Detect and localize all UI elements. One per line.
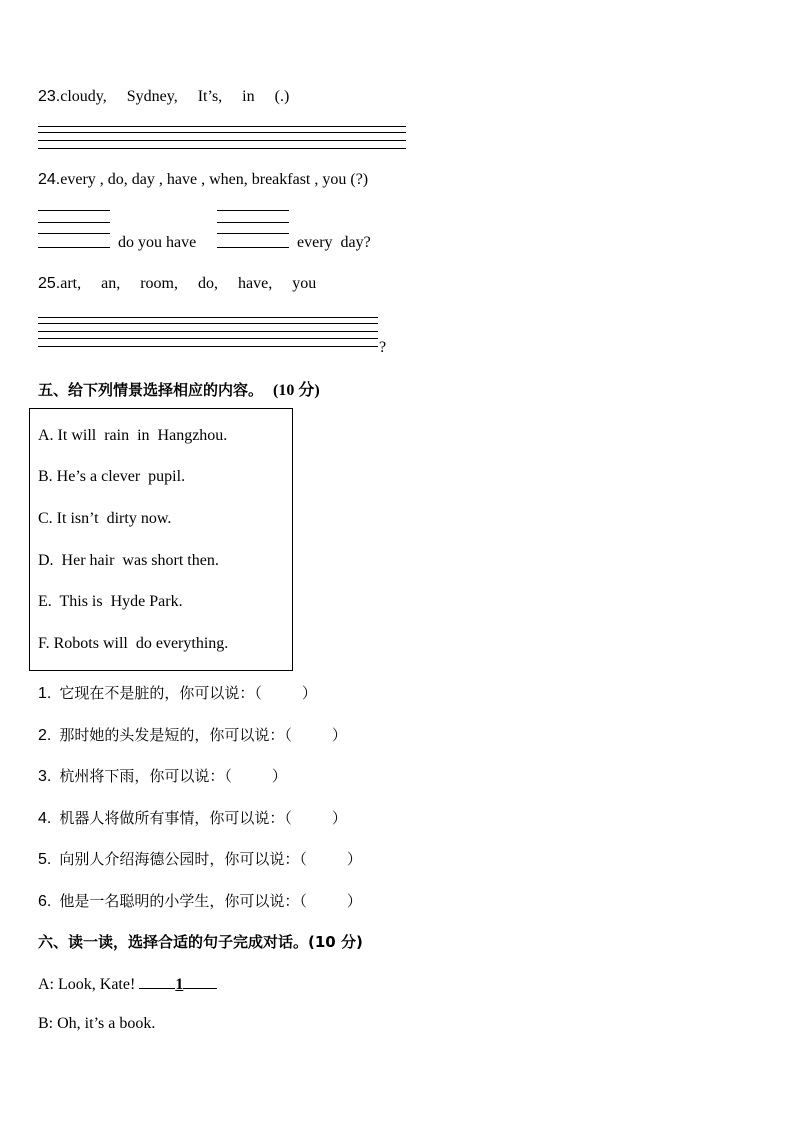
q25-end-mark: ? (379, 339, 387, 356)
option-f: F. Robots will do everything. (38, 635, 229, 652)
section5-score: (10 分) (273, 382, 320, 399)
s5-q2-number: 2. (38, 727, 52, 744)
q24-blank-b-2 (217, 222, 289, 223)
s5-q3-close: ） (271, 767, 287, 785)
q24-blank-b-1 (217, 210, 289, 211)
q23-line (38, 88, 289, 106)
dialog-a-blank-right (183, 974, 217, 989)
dialog-a-text: Look, Kate! (58, 976, 136, 993)
option-d: D. Her hair was short then. (38, 552, 219, 569)
option-c: C. It isn’t dirty now. (38, 510, 172, 527)
q23-answer-line-2 (38, 132, 406, 133)
s5-q4-text: 机器人将做所有事情，你可以说：（ (59, 809, 292, 827)
q24-blank-a-1 (38, 210, 110, 211)
q25-answer-line-5 (38, 346, 378, 347)
q25-words: art, an, room, do, have, you (60, 275, 317, 292)
q25-answer-line-2 (38, 323, 378, 324)
s5-question-6 (38, 890, 362, 911)
s5-q1-close: ） (301, 684, 317, 702)
s5-q5-number: 5. (38, 851, 52, 868)
q25-answer-line-3 (38, 331, 378, 332)
option-a: A. It will rain in Hangzhou. (38, 427, 228, 444)
q25-number: 25. (38, 275, 61, 292)
options-box (29, 408, 293, 671)
option-b: B. He’s a clever pupil. (38, 468, 186, 485)
s5-q3-number: 3. (38, 768, 52, 785)
s5-q2-close: ） (331, 726, 347, 744)
q24-line (38, 171, 368, 189)
q24-middle-text: do you have (118, 234, 197, 251)
s5-question-4 (38, 807, 347, 828)
q25-answer-line-4 (38, 338, 378, 339)
section6-title: 六、读一读，选择合适的句子完成对话。(10 分) (38, 933, 363, 951)
dialog-b-speaker: B: (38, 1015, 54, 1032)
s5-q2-text: 那时她的头发是短的，你可以说：（ (59, 726, 292, 744)
s5-q4-close: ） (331, 809, 347, 827)
section5-heading (38, 377, 320, 400)
q23-number: 23. (38, 88, 61, 105)
q24-blank-b-4 (217, 247, 289, 248)
dialog-a-speaker: A: (38, 976, 54, 993)
q23-words: cloudy, Sydney, It’s, in (.) (60, 88, 290, 105)
section5-title: 五、给下列情景选择相应的内容。 (38, 381, 264, 399)
q24-blank-b-3 (217, 233, 289, 234)
q24-blank-a-3 (38, 233, 110, 234)
q24-words: every , do, day , have , when, breakfast , you (?) (60, 171, 369, 188)
s5-q6-number: 6. (38, 893, 52, 910)
q24-blank-a-4 (38, 247, 110, 248)
s5-q6-text: 他是一名聪明的小学生，你可以说：（ (59, 892, 307, 910)
q24-blank-a-2 (38, 222, 110, 223)
q24-end-text: every day? (297, 234, 371, 251)
s5-q5-close: ） (346, 850, 362, 868)
s5-question-5 (38, 848, 362, 869)
q23-answer-line-3 (38, 140, 406, 141)
dialog-a-blank-left (139, 974, 175, 989)
q24-number: 24. (38, 171, 61, 188)
dialog-b-text: Oh, it’s a book. (57, 1015, 156, 1032)
s5-q1-number: 1. (38, 685, 52, 702)
s5-q4-number: 4. (38, 810, 52, 827)
q23-answer-line-4 (38, 148, 406, 149)
option-e: E. This is Hyde Park. (38, 593, 183, 610)
s5-q3-text: 杭州将下雨，你可以说：（ (59, 767, 232, 785)
s5-q5-text: 向别人介绍海德公园时，你可以说：（ (59, 850, 307, 868)
s5-question-1 (38, 682, 317, 703)
s5-q1-text: 它现在不是脏的，你可以说：（ (59, 684, 262, 702)
q23-answer-line-1 (38, 126, 406, 127)
dialog-line-a (38, 974, 217, 994)
s5-question-3 (38, 765, 287, 786)
q25-line (38, 275, 316, 293)
dialog-a-blank-number: 1 (175, 976, 184, 993)
s5-question-2 (38, 724, 347, 745)
q25-answer-line-1 (38, 317, 378, 318)
dialog-line-b (38, 1015, 155, 1033)
s5-q6-close: ） (346, 892, 362, 910)
